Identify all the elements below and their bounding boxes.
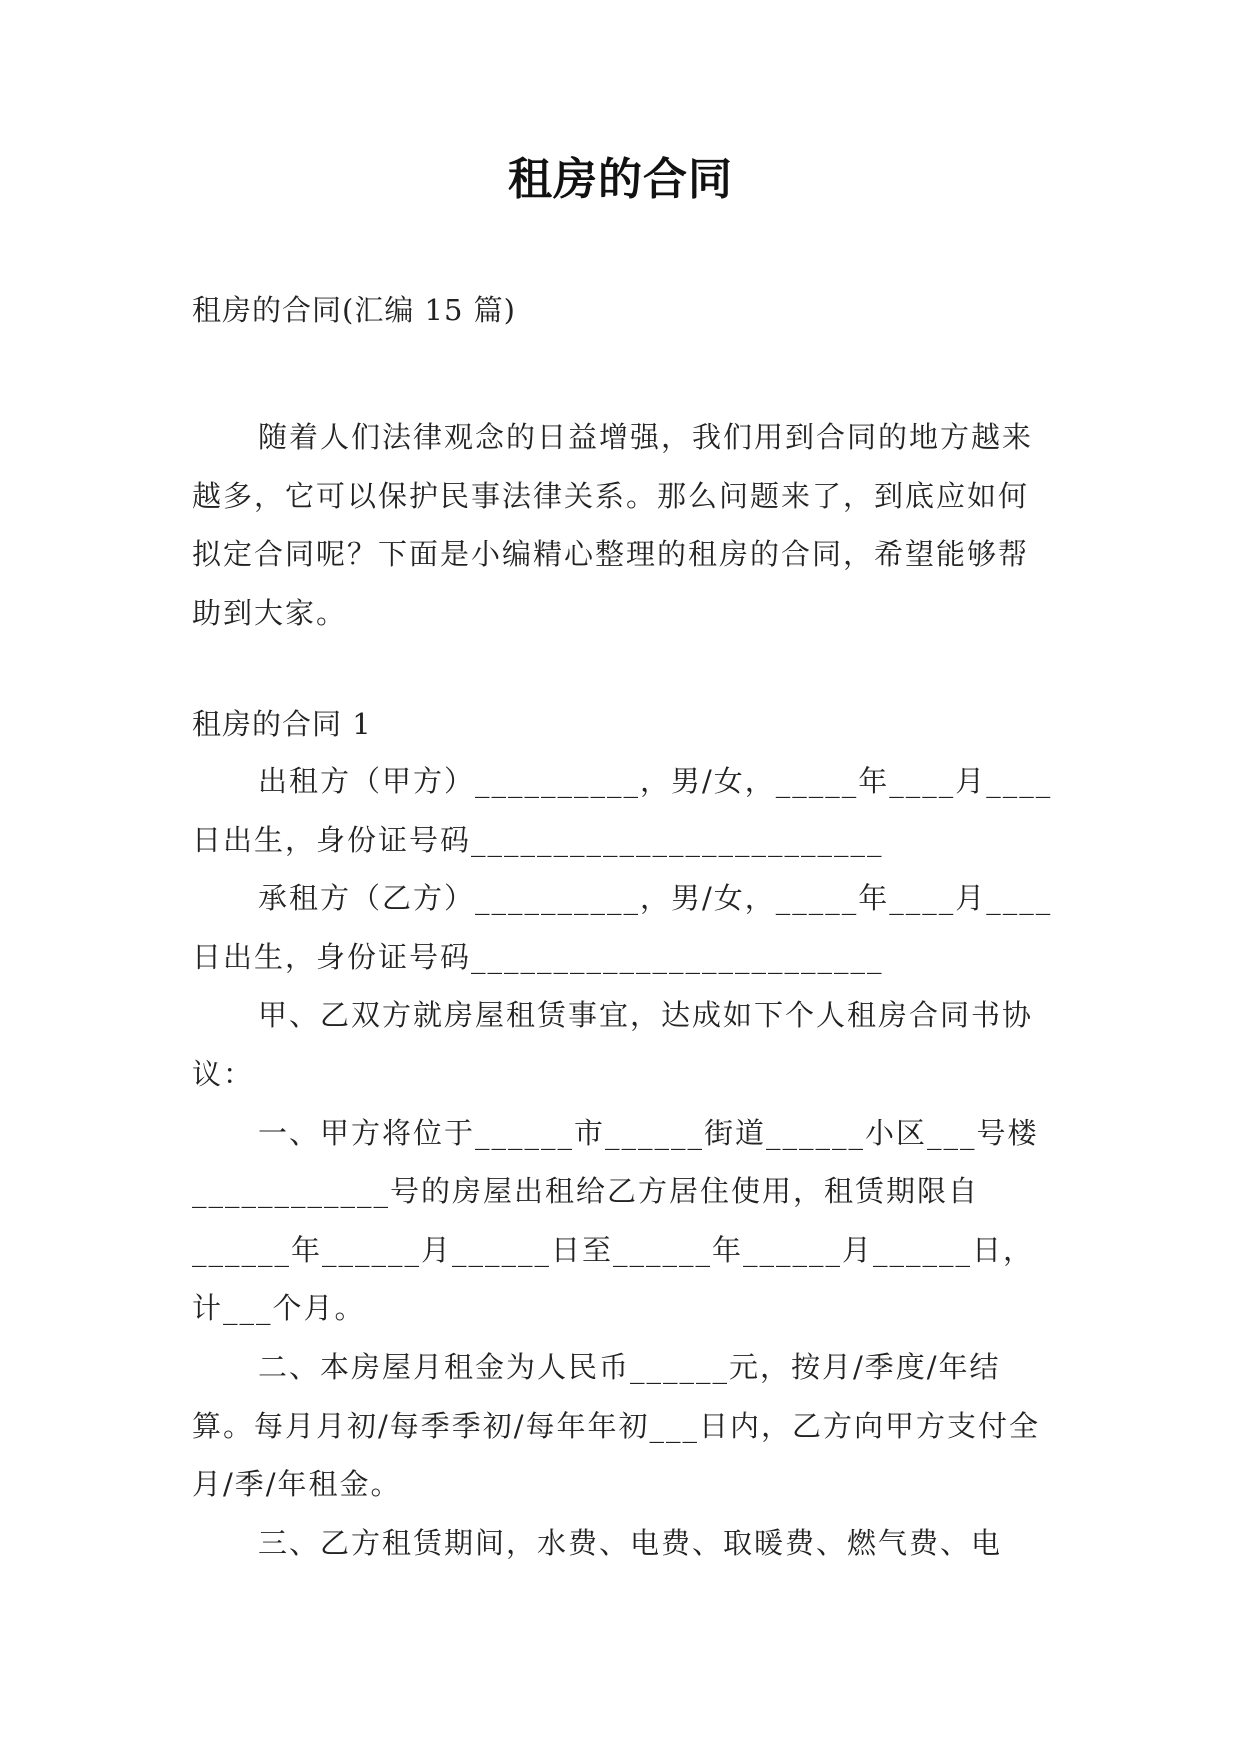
document-subtitle: 租房的合同(汇编 15 篇) — [192, 293, 516, 327]
clause-3: 三、乙方租赁期间，水费、电费、取暖费、燃气费、电 — [258, 1525, 1003, 1560]
clause-lessee: 承租方（乙方）__________，男/女，_____年____月____日出生，身份证号码_________________________ — [192, 881, 1053, 974]
clause-2: 二、本房屋月租金为人民币______元，按月/季度/年结算。每月月初/每季季初/每年年初___日内，乙方向甲方支付全月/季/年租金。 — [192, 1349, 1041, 1502]
contract-body — [192, 752, 1056, 1572]
section-heading: 租房的合同 1 — [192, 707, 372, 741]
clause-lessor: 出租方（甲方）__________，男/女，_____年____月____日出生，身份证号码_________________________ — [192, 764, 1053, 857]
intro-paragraph: 随着人们法律观念的日益增强，我们用到合同的地方越来越多，它可以保护民事法律关系。那么问题来了，到底应如何拟定合同呢？下面是小编精心整理的租房的合同，希望能够帮助到大家。 — [192, 420, 1034, 630]
clause-1: 一、甲方将位于______市______街道______小区___号楼____________号的房屋出租给乙方居住使用，租赁期限自______年______月______日至______年______月______日，计___个月。 — [192, 1115, 1039, 1326]
document-title: 租房的合同 — [508, 154, 733, 205]
clause-agreement: 甲、乙双方就房屋租赁事宜，达成如下个人租房合同书协议： — [192, 998, 1034, 1091]
